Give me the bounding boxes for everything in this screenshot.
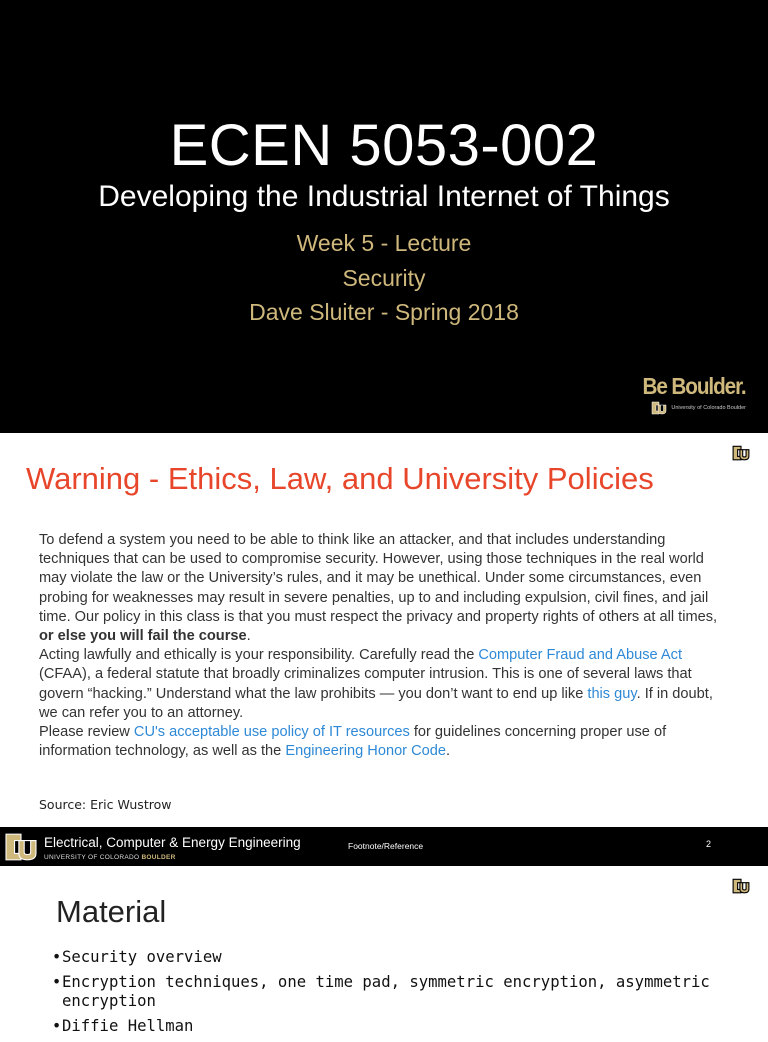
list-item: • Security overview <box>52 948 712 967</box>
footnote-reference: Footnote/Reference <box>348 841 424 851</box>
course-code: ECEN 5053-002 <box>169 113 599 178</box>
review-text-mid: for guidelines concerning proper use of information technology, as well as the <box>39 724 667 760</box>
cfaa-link[interactable]: Computer Fraud and Abuse Act <box>478 647 682 664</box>
source-credit: Source: Eric Wustrow <box>39 797 172 812</box>
university-campus: BOULDER <box>141 854 176 861</box>
fail-warning: or else you will fail the course <box>39 628 247 645</box>
material-slide <box>0 866 768 1035</box>
acceptable-use-link[interactable]: CU's acceptable use policy of IT resources <box>133 724 410 741</box>
policy-review-paragraph <box>39 723 729 761</box>
brand-university: University of Colorado Boulder <box>671 405 746 411</box>
review-text: Please review <box>39 724 134 741</box>
policy-paragraph <box>39 531 729 646</box>
honor-code-link[interactable]: Engineering Honor Code <box>285 743 446 760</box>
slide-footer <box>0 827 768 866</box>
page-number: 2 <box>706 839 712 849</box>
warning-slide <box>0 433 768 866</box>
department-name: Electrical, Computer & Energy Engineering <box>44 835 301 850</box>
slide-title: Warning - Ethics, Law, and University Policies <box>26 461 654 496</box>
course-subtitle: Developing the Industrial Internet of Things <box>98 180 670 213</box>
material-list <box>52 948 712 1042</box>
list-item: • Diffie Hellman <box>52 1017 712 1036</box>
be-boulder-logo <box>631 372 746 415</box>
list-item: • Encryption techniques, one time pad, symmetric encryption, asymmetric encryption <box>52 973 712 1011</box>
review-text-end: . <box>445 743 451 760</box>
week-label: Week 5 - Lecture <box>296 230 472 256</box>
law-text-mid: (CFAA), a federal statute that broadly criminalizes computer intrusion. This is one of several laws that govern “hacking.” Understand what the law prohibits — you don’t want to end up like <box>39 666 692 702</box>
cu-logo-icon <box>3 832 39 862</box>
law-text-end: . If in doubt, we can refer you to an attorney. <box>39 685 713 721</box>
policy-text: To defend a system you need to be able to think like an attacker, and that includes understanding techniques that can be used to compromise security. However, using those techniques in the real world may violate the law or the University’s rules, and it may be unethical. Under some circumstances, even probing for weaknesses may result in severe penalties, up to and including expulsion, civil fines, and jail time. Our policy in this class is that you must respect the privacy and property rights of others at all times, <box>39 532 718 625</box>
slide-title: Material <box>56 894 167 929</box>
brand-tagline: Be Boulder. <box>642 373 746 399</box>
this-guy-link[interactable]: this guy <box>587 685 637 702</box>
university-name <box>44 854 176 861</box>
law-text: Acting lawfully and ethically is your responsibility. Carefully read the <box>39 647 479 664</box>
cu-logo-icon <box>732 445 750 461</box>
title-slide <box>0 0 768 433</box>
law-paragraph <box>39 646 729 723</box>
university-prefix: UNIVERSITY OF COLORADO <box>44 854 142 861</box>
cu-logo-icon <box>651 401 667 415</box>
policy-end: . <box>246 628 251 645</box>
instructor-term: Dave Sluiter - Spring 2018 <box>249 299 519 325</box>
slide-body <box>39 531 729 761</box>
topic-label: Security <box>342 265 426 291</box>
cu-logo-icon <box>732 878 750 894</box>
